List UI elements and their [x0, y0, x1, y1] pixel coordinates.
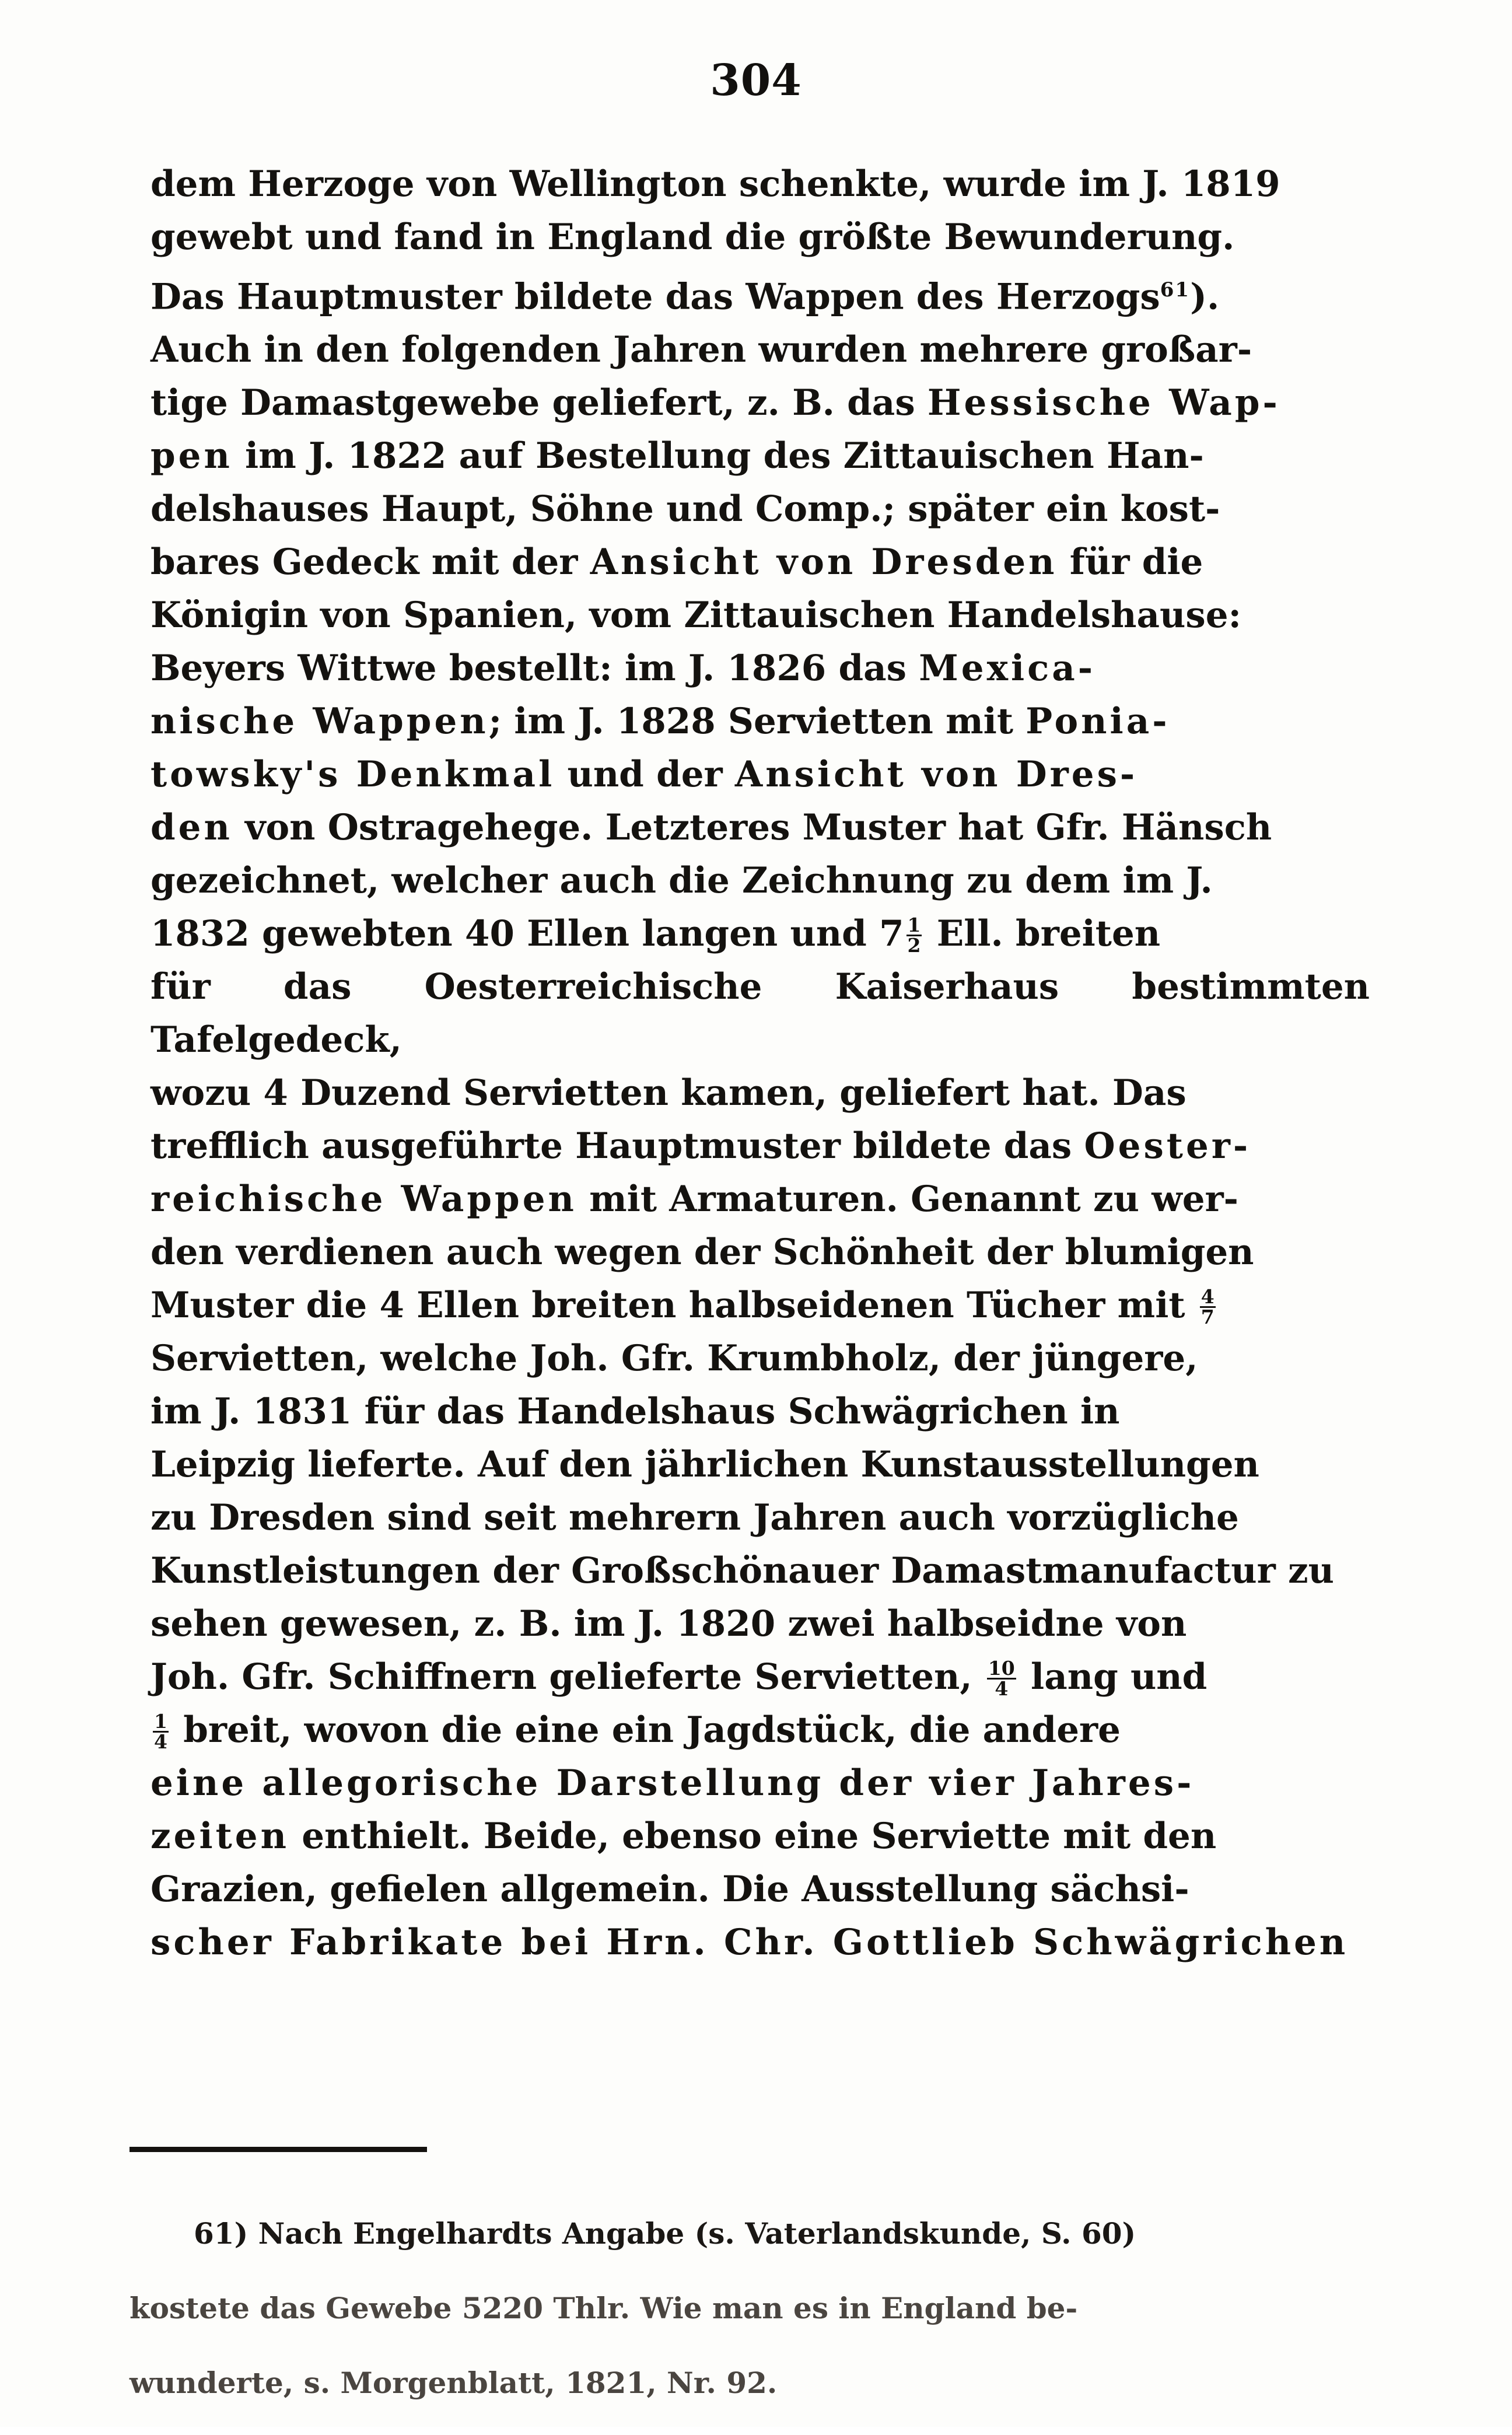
fraction-numerator: 1: [907, 913, 921, 936]
line-text: ).: [1190, 276, 1220, 318]
body-text-block: [150, 158, 1370, 1969]
text-line: [150, 1650, 1370, 1703]
fraction-denominator: 2: [907, 933, 921, 957]
emphasis-text: reichische Wappen: [150, 1178, 577, 1220]
text-line: [150, 264, 1370, 323]
text-line: [150, 536, 1370, 589]
fraction-numerator: 10: [988, 1656, 1015, 1680]
line-text: trefflich ausgeführte Hauptmuster bildete das: [150, 1125, 1084, 1167]
fraction: [907, 913, 922, 957]
line-text: Grazien, gefielen allgemein. Die Ausstellung sächsi‑: [150, 1869, 1189, 1911]
fraction-denominator: 4: [154, 1730, 167, 1753]
line-text: gewebt und fand in England die größte Bewunderung.: [150, 216, 1235, 258]
line-text: Muster die 4 Ellen breiten halbseidenen Tücher mit: [150, 1285, 1198, 1327]
text-line: [150, 1810, 1370, 1863]
line-text: Leipzig lieferte. Auf den jährlichen Kunstausstellungen: [150, 1444, 1259, 1486]
line-text: von Ostragehege. Letzteres Muster hat Gfr. Hänsch: [232, 807, 1272, 849]
text-line: [150, 1066, 1370, 1119]
footnote-separator-rule: [130, 2147, 427, 2152]
fraction: [1200, 1285, 1216, 1328]
text-line: [150, 1597, 1370, 1650]
text-line: [150, 158, 1370, 211]
line-text: Kunstleistungen der Großschönauer Damastmanufactur zu: [150, 1550, 1334, 1592]
text-line: [150, 1916, 1370, 1969]
text-line: [150, 1332, 1370, 1385]
text-line: [150, 1863, 1370, 1916]
emphasis-text: pen: [150, 435, 233, 477]
emphasis-text: Ansicht von Dres‑: [734, 754, 1138, 796]
line-text: delshauses Haupt, Söhne und Comp.; später ein kost‑: [150, 488, 1220, 530]
line-text: sehen gewesen, z. B. im J. 1820 zwei halbseidne von: [150, 1603, 1187, 1645]
line-text: den verdienen auch wegen der Schönheit der blumigen: [150, 1232, 1254, 1274]
page-number: 304: [710, 55, 802, 106]
line-text: im J. 1831 für das Handelshaus Schwägrichen in: [150, 1391, 1120, 1433]
text-line: [150, 960, 1370, 1066]
line-text: wozu 4 Duzend Servietten kamen, geliefert hat. Das: [150, 1072, 1186, 1114]
footnote-text: 61) Nach Engelhardts Angabe (s. Vaterlandskunde, S. 60): [194, 2216, 1136, 2251]
text-line: [150, 1173, 1370, 1226]
emphasis-text: nische Wappen: [150, 701, 489, 743]
text-line: [150, 854, 1370, 907]
line-text: Servietten, welche Joh. Gfr. Krumbholz, der jüngere,: [150, 1338, 1198, 1380]
fraction-denominator: 4: [995, 1677, 1009, 1700]
line-text: enthielt. Beide, ebenso eine Serviette mit den: [289, 1815, 1217, 1857]
line-text: ; im J. 1828 Servietten mit: [488, 701, 1026, 743]
line-text: 1832 gewebten 40 Ellen langen und 7: [150, 913, 904, 955]
text-line: [150, 376, 1370, 429]
fraction: [153, 1709, 169, 1753]
emphasis-text: Ponia‑: [1026, 701, 1170, 743]
footnote-text: wunderte, s. Morgenblatt, 1821, Nr. 92.: [130, 2366, 778, 2400]
line-text: für die: [1057, 541, 1203, 583]
text-line: [150, 1544, 1370, 1597]
emphasis-text: Ansicht von Dresden: [590, 541, 1058, 583]
line-text: und der: [555, 754, 735, 796]
emphasis-text: Mexica‑: [919, 648, 1096, 690]
text-line: [150, 429, 1370, 482]
line-text: Auch in den folgenden Jahren wurden mehrere großar‑: [150, 329, 1252, 371]
text-line: [150, 1703, 1370, 1757]
text-line: [150, 211, 1370, 264]
text-line: [150, 1119, 1370, 1173]
text-line: [150, 1438, 1370, 1491]
text-line: [150, 1757, 1370, 1810]
line-text: gezeichnet, welcher auch die Zeichnung zu dem im J.: [150, 860, 1213, 902]
text-line: [150, 801, 1370, 854]
emphasis-text: towsky's Denkmal: [150, 754, 555, 796]
emphasis-text: Oester‑: [1084, 1125, 1251, 1167]
footnote-block: [130, 2182, 1372, 2435]
line-text: für das Oesterreichische Kaiserhaus bestimmten Tafelgedeck,: [150, 966, 1370, 1061]
footnote-reference: 61: [1160, 278, 1191, 302]
line-text: mit Armaturen. Genannt zu wer‑: [576, 1178, 1238, 1220]
fraction-denominator: 7: [1200, 1305, 1214, 1328]
text-line: [150, 482, 1370, 536]
text-line: [150, 589, 1370, 642]
footnote-line: [130, 2211, 1372, 2256]
footnote-line: [130, 2286, 1372, 2331]
text-line: [150, 1385, 1370, 1438]
text-line: [150, 642, 1370, 695]
line-text: bares Gedeck mit der: [150, 541, 590, 583]
line-text: breit, wovon die eine ein Jagdstück, die andere: [170, 1709, 1121, 1751]
fraction-numerator: 1: [154, 1709, 167, 1733]
text-line: [150, 1491, 1370, 1544]
line-text: Joh. Gfr. Schiffnern gelieferte Servietten,: [150, 1656, 985, 1698]
fraction: [987, 1656, 1016, 1700]
emphasis-text: den: [150, 807, 233, 849]
line-text: tige Damastgewebe geliefert, z. B. das: [150, 382, 928, 424]
text-line: [150, 695, 1370, 748]
text-line: [150, 748, 1370, 801]
fraction-numerator: 4: [1200, 1285, 1214, 1308]
text-line: [150, 1279, 1370, 1332]
emphasis-text: eine allegorische Darstellung der vier Jahres‑: [150, 1762, 1195, 1804]
line-text: Das Hauptmuster bildete das Wappen des Herzogs: [150, 276, 1160, 318]
line-text: lang und: [1018, 1656, 1208, 1698]
footnote-line: [130, 2360, 1372, 2406]
text-line: [150, 907, 1370, 960]
text-line: [150, 1226, 1370, 1279]
emphasis-text: zeiten: [150, 1815, 289, 1857]
line-text: scher Fabrikate bei Hrn. Chr. Gottlieb Schwägrichen: [150, 1922, 1349, 1964]
line-text: Königin von Spanien, vom Zittauischen Handelshause:: [150, 594, 1242, 636]
line-text: zu Dresden sind seit mehrern Jahren auch vorzügliche: [150, 1497, 1239, 1539]
line-text: Beyers Wittwe bestellt: im J. 1826 das: [150, 648, 919, 690]
line-text: Ell. breiten: [924, 913, 1161, 955]
line-text: im J. 1822 auf Bestellung des Zittauischen Han‑: [232, 435, 1204, 477]
line-text: dem Herzoge von Wellington schenkte, wurde im J. 1819: [150, 163, 1280, 205]
emphasis-text: Hessische Wap‑: [927, 382, 1280, 424]
footnote-text: kostete das Gewebe 5220 Thlr. Wie man es in England be‑: [130, 2291, 1078, 2325]
text-line: [150, 323, 1370, 376]
